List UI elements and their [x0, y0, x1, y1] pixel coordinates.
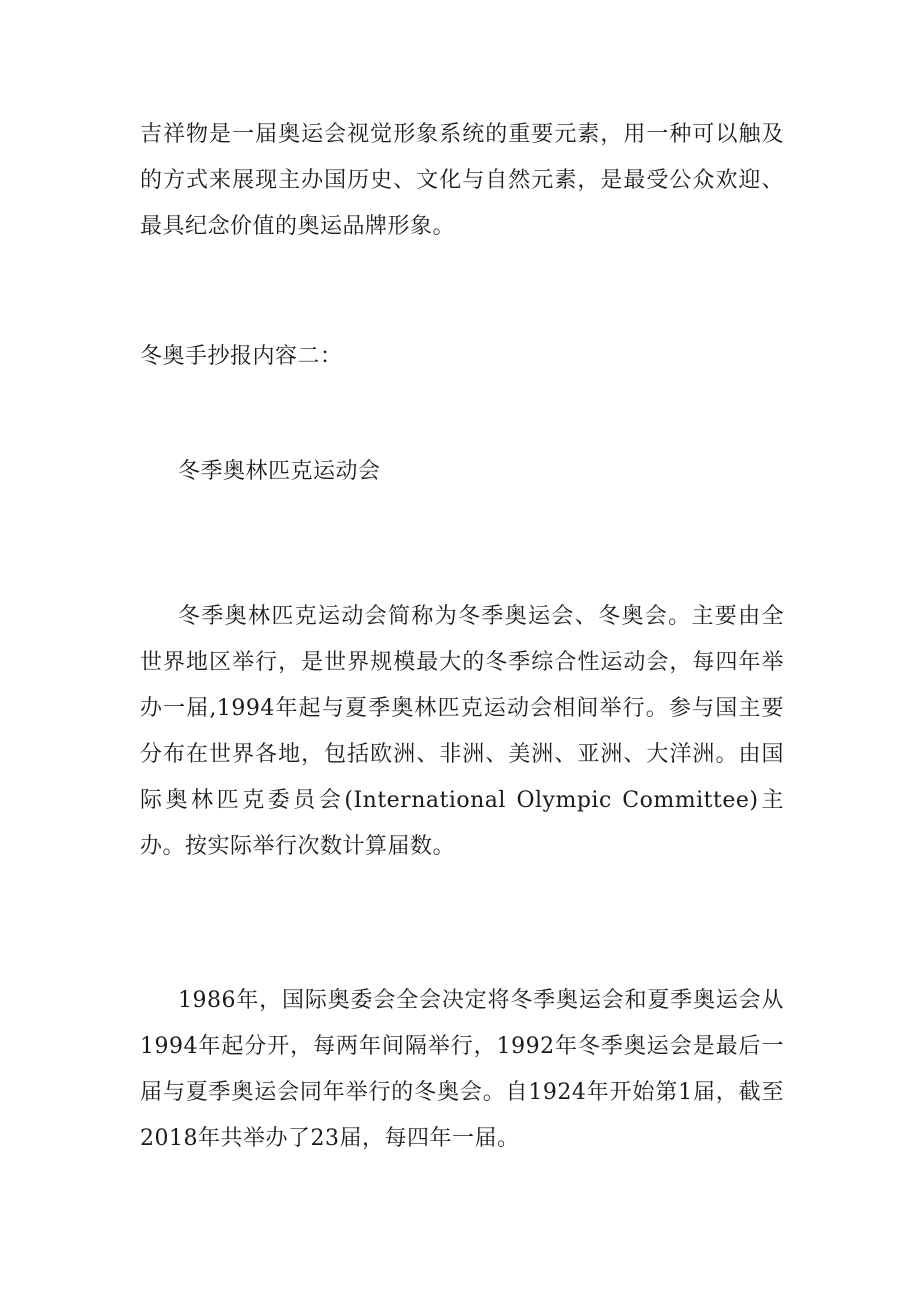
- section-heading: 冬奥手抄报内容二：: [140, 344, 343, 369]
- sub-heading: 冬季奥林匹克运动会: [178, 459, 381, 484]
- winter-olympics-intro-paragraph: 冬季奥林匹克运动会简称为冬季奥运会、冬奥会。主要由全世界地区举行，是世界规模最大的冬季综合性运动会，每四年举办一届,1994年起与夏季奥林匹克运动会相间举行。参与国主要分布在世界各地，包括欧洲、非洲、美洲、亚洲、大洋洲。由国际奥林匹克委员会(International Olympic Committee)主办。按实际举行次数计算届数。: [140, 604, 784, 859]
- winter-olympics-history-paragraph: 1986年，国际奥委会全会决定将冬季奥运会和夏季奥运会从1994年起分开，每两年间隔举行，1992年冬季奥运会是最后一届与夏季奥运会同年举行的冬奥会。自1924年开始第1届，截至2018年共举办了23届，每四年一届。: [140, 988, 784, 1151]
- mascot-paragraph: 吉祥物是一届奥运会视觉形象系统的重要元素，用一种可以触及的方式来展现主办国历史、文化与自然元素，是最受公众欢迎、最具纪念价值的奥运品牌形象。: [140, 122, 784, 239]
